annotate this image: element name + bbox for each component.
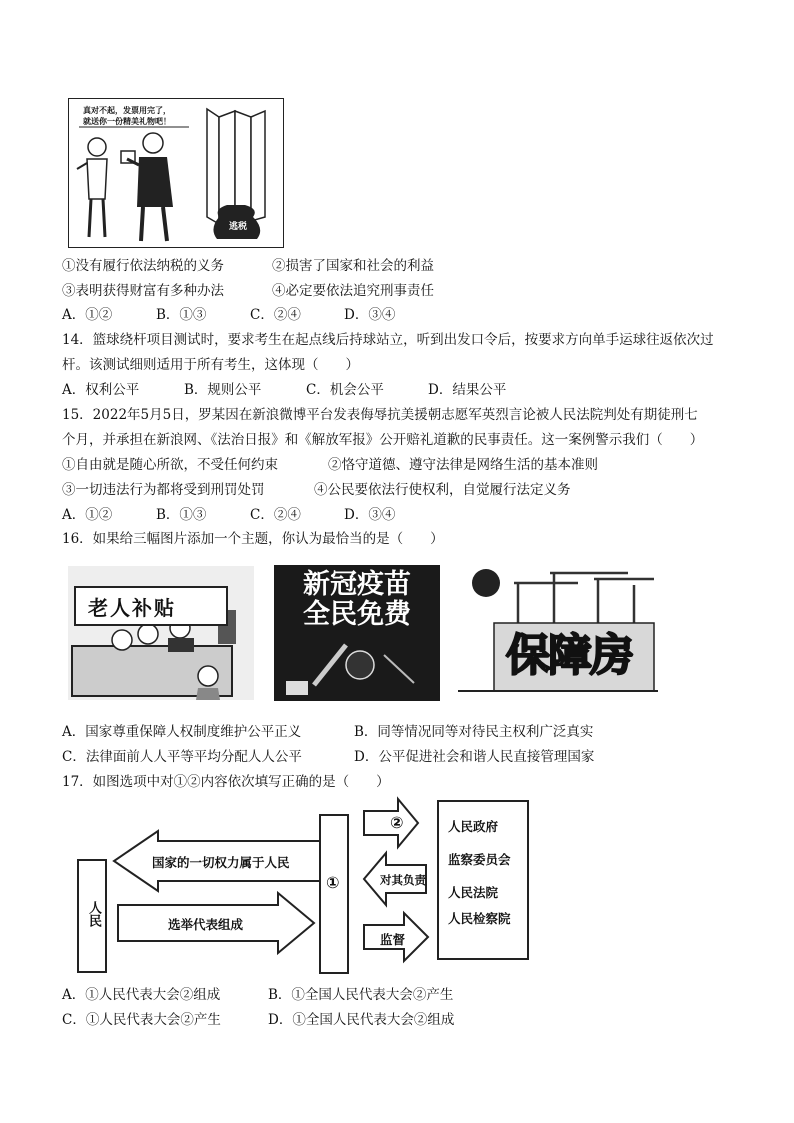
q13-options <box>62 305 395 325</box>
q17-option-d[interactable]: D．①全国人民代表大会②组成 <box>268 1012 455 1028</box>
elect-representatives-arrow-label: 选举代表组成 <box>168 917 244 932</box>
q14-option-a[interactable]: A．权利公平 <box>62 382 140 398</box>
q17-option-b[interactable]: B．①全国人民代表大会②产生 <box>268 987 454 1003</box>
responsible-label: 对其负责 <box>380 873 426 887</box>
people-label: 人民 <box>86 901 101 927</box>
q17-option-c[interactable]: C．①人民代表大会②产生 <box>62 1012 221 1028</box>
q13-statement-3: ③表明获得财富有多种办法 <box>62 283 224 299</box>
q14-options <box>62 380 506 400</box>
q14-option-d[interactable]: D．结果公平 <box>428 382 507 398</box>
q15-option-d[interactable]: D．③④ <box>344 507 396 523</box>
q17-options-row1 <box>62 985 453 1005</box>
vaccine-drawing <box>274 635 440 701</box>
bubble-line-1: 真对不起，发票用完了， <box>83 106 171 115</box>
q15-statements-row2 <box>62 480 571 500</box>
q15-options <box>62 505 395 525</box>
q13-statement-1: ①没有履行依法纳税的义务 <box>62 258 224 274</box>
subsidy-banner-text: 老人补贴 <box>88 596 176 620</box>
housing-title: 保障房 <box>506 630 632 681</box>
free-vaccine-image <box>274 565 440 701</box>
blank-2-label: ② <box>390 813 404 832</box>
q15-statement-4: ④公民要依法行使权利，自觉履行法定义务 <box>314 482 571 498</box>
q17-options-row2 <box>62 1010 454 1030</box>
supervise-label: 监督 <box>380 932 406 947</box>
q14-option-b[interactable]: B．规则公平 <box>184 382 262 398</box>
q13-option-a[interactable]: A．①② <box>62 307 113 323</box>
q13-statement-4: ④必定要依法追究刑事责任 <box>272 283 434 299</box>
q15-option-b[interactable]: B．①③ <box>156 507 207 523</box>
vaccine-title-line1: 新冠疫苗 <box>303 569 411 600</box>
q15-statement-3: ③一切违法行为都将受到刑罚处罚 <box>62 482 265 498</box>
q13-option-d[interactable]: D．③④ <box>344 307 396 323</box>
q16-stem: 16．如果给三幅图片添加一个主题，你认为最恰当的是（ ） <box>62 531 444 547</box>
vaccine-title-line2: 全民免费 <box>303 599 411 630</box>
organ-procuratorate: 人民检察院 <box>448 911 511 926</box>
state-power-diagram <box>68 795 538 975</box>
q16-option-c[interactable]: C．法律面前人人平等平均分配人人公平 <box>62 749 302 765</box>
q16-option-a[interactable]: A．国家尊重保障人权制度维护公平正义 <box>62 724 302 740</box>
elderly-subsidy-image <box>68 566 254 700</box>
q15-stem-line1: 15．2022年5月5日，罗某因在新浪微博平台发表侮辱抗美援朝志愿军英烈言论被人民法院判处有期徒刑七 <box>62 407 698 423</box>
q13-statements-row2 <box>62 281 434 301</box>
blank-1-label: ① <box>326 873 340 892</box>
tax-evasion-label: 逃税 <box>229 222 248 232</box>
organ-supervisory-commission: 监察委员会 <box>448 852 511 867</box>
q15-option-c[interactable]: C．②④ <box>250 507 301 523</box>
q13-option-c[interactable]: C．②④ <box>250 307 301 323</box>
q13-option-b[interactable]: B．①③ <box>156 307 207 323</box>
q13-statement-2: ②损害了国家和社会的利益 <box>272 258 434 274</box>
q15-option-a[interactable]: A．①② <box>62 507 113 523</box>
organ-court: 人民法院 <box>448 885 499 900</box>
q14-stem-line2: 杆。该测试细则适用于所有考生，这体现（ ） <box>62 357 359 373</box>
q15-statement-1: ①自由就是随心所欲，不受任何约束 <box>62 457 278 473</box>
organ-government: 人民政府 <box>448 819 499 834</box>
q15-statements-row1 <box>62 455 598 475</box>
q14-option-c[interactable]: C．机会公平 <box>306 382 384 398</box>
tax-evasion-cartoon <box>68 98 284 248</box>
q14-stem-line1: 14．篮球绕杆项目测试时，要求考生在起点线后持球站立，听到出发口令后，按要求方向单手运球往返依次过 <box>62 332 714 348</box>
q16-option-b[interactable]: B．同等情况同等对待民主权利广泛真实 <box>354 724 594 740</box>
bubble-line-2: 就送你一份精美礼物吧！ <box>83 117 171 126</box>
cartoon-speech-bubble <box>83 105 171 127</box>
q15-statement-2: ②恪守道德、遵守法律是网络生活的基本准则 <box>328 457 598 473</box>
q13-statements-row1 <box>62 256 434 276</box>
q17-option-a[interactable]: A．①人民代表大会②组成 <box>62 987 221 1003</box>
affordable-housing-image <box>458 563 658 701</box>
q17-stem: 17．如图选项中对①②内容依次填写正确的是（ ） <box>62 774 390 790</box>
q15-stem-line2: 个月，并承担在新浪网、《法治日报》和《解放军报》公开赔礼道歉的民事责任。这一案例警示我们（ ） <box>62 432 704 448</box>
q16-option-d[interactable]: D．公平促进社会和谐人民直接管理国家 <box>354 749 595 765</box>
q16-options-row2 <box>62 747 594 767</box>
q16-options-row1 <box>62 722 593 742</box>
all-power-arrow-label: 国家的一切权力属于人民 <box>152 855 290 870</box>
